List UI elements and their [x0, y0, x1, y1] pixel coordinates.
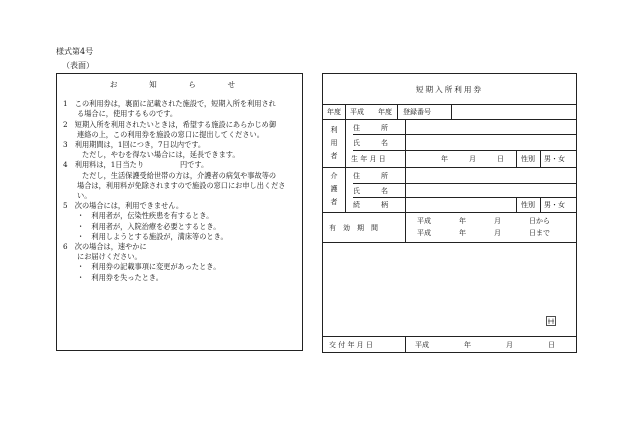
notice-panel: [56, 73, 303, 351]
validity-from: 平成 年 月 日から: [417, 217, 550, 225]
row-divider: [323, 104, 576, 105]
col-divider: [540, 150, 541, 167]
col-divider: [451, 104, 452, 119]
col-divider: [405, 336, 406, 352]
col-divider: [516, 197, 517, 212]
seal-icon: [545, 315, 557, 327]
user-name-label: 氏 名: [353, 139, 388, 147]
row-divider: [323, 212, 576, 213]
user-address-label: 住 所: [353, 124, 388, 132]
usage-ticket-card: [322, 73, 577, 353]
notice-line: ・ 利用しようとする施設が，満床等のとき。: [77, 231, 228, 241]
notice-line: 4 利用料は，1日当たり 円です。: [63, 160, 209, 170]
col-divider: [516, 150, 517, 167]
caregiver-gender-options: 男・女: [544, 201, 565, 209]
notice-line: ただし，やむを得ない場合には，延長できます。: [82, 150, 240, 160]
caregiver-group-label: 介 護 者: [330, 172, 338, 206]
form-number: 様式第4号: [56, 47, 94, 56]
fiscal-year-label: 年度: [327, 108, 341, 116]
col-divider: [405, 119, 406, 212]
card-title: 短期入所利用券: [415, 85, 484, 94]
row-divider: [323, 119, 576, 120]
side-label: （表面）: [62, 61, 94, 70]
registration-number-label: 登録番号: [403, 108, 431, 116]
col-divider: [405, 212, 406, 242]
caregiver-name-label: 氏 名: [353, 187, 388, 195]
col-divider: [540, 197, 541, 212]
notice-line: 5 次の場合には，利用できません。: [63, 201, 184, 211]
row-divider: [353, 134, 576, 135]
caregiver-address-label: 住 所: [353, 172, 388, 180]
notice-line: ただし，生活保護受給世帯の方は，介護者の病気や事故等の: [82, 170, 277, 180]
validity-period-label: 有 効 期 間: [329, 224, 378, 232]
relationship-label: 続 柄: [353, 201, 388, 209]
caregiver-gender-label: 性別: [521, 201, 535, 209]
row-divider: [353, 183, 576, 184]
issue-date-value: 平成 年 月 日: [415, 341, 555, 349]
col-divider: [397, 104, 398, 119]
row-divider: [353, 197, 576, 198]
notice-title: お 知 ら せ: [109, 80, 248, 89]
row-divider: [323, 336, 576, 337]
gender-label: 性別: [521, 155, 535, 163]
notice-line: 6 次の場合は，速やかに: [63, 242, 147, 252]
birthdate-fields: 年 月 日: [441, 155, 504, 163]
notice-line: 連絡の上，この利用券を施設の窓口に提出してください。: [77, 129, 264, 139]
issue-date-label: 交 付 年 月 日: [329, 341, 373, 349]
notice-line: にお届けください。: [77, 252, 142, 262]
notice-line: 場合は，利用料が免除されますので施設の窓口にお申し出くださ: [77, 180, 286, 190]
notice-line: ・ 利用者が，入院治療を必要とするとき。: [77, 221, 221, 231]
row-divider: [353, 150, 576, 151]
row-divider: [323, 242, 576, 243]
notice-line: ・ 利用者が，伝染性疾患を有するとき。: [77, 211, 214, 221]
notice-line: い。: [77, 191, 92, 201]
user-group-label: 利 用 者: [330, 126, 338, 160]
birthdate-label: 生 年 月 日: [351, 155, 386, 163]
notice-line: 2 短期入所を利用されたいときは，希望する施設にあらかじめ御: [63, 119, 277, 129]
row-divider: [323, 167, 576, 168]
fiscal-year-value: 平成 年度: [350, 108, 392, 116]
col-divider: [345, 119, 346, 212]
notice-line: る場合に，使用するものです。: [77, 109, 178, 119]
gender-options: 男・女: [544, 155, 565, 163]
col-divider: [345, 104, 346, 119]
notice-line: 1 この利用券は，裏面に記載された施設で，短期入所を利用され: [63, 99, 276, 109]
notice-line: 3 利用期間は，1回につき，7日以内です。: [63, 140, 206, 150]
notice-line: ・ 利用券を失ったとき。: [77, 272, 163, 282]
notice-line: ・ 利用券の記載事項に変更があったとき。: [77, 262, 221, 272]
validity-to: 平成 年 月 日まで: [417, 229, 550, 237]
